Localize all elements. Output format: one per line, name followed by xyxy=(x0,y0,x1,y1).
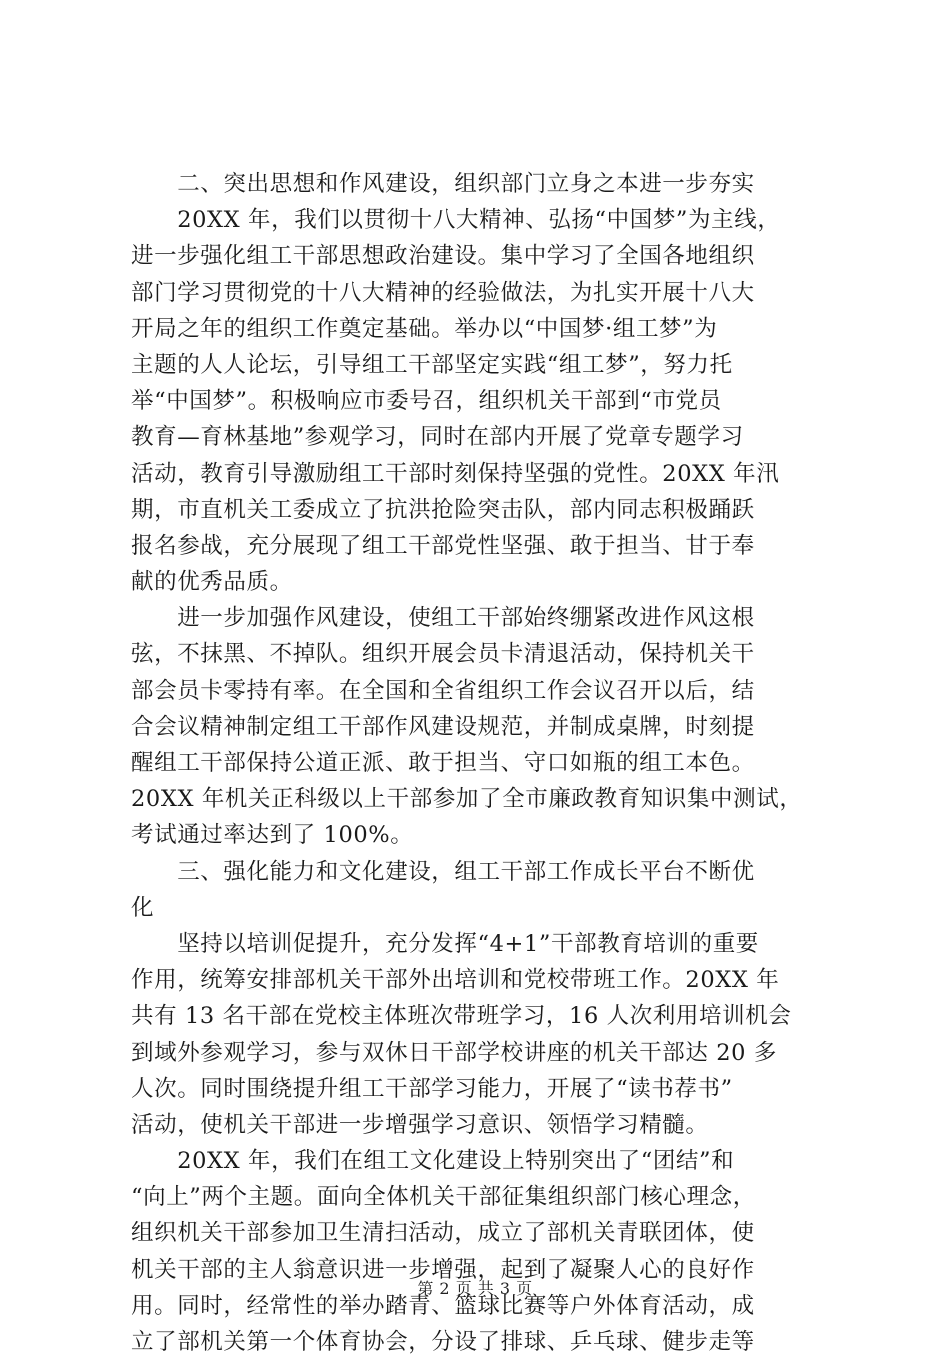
text-line: 共有 13 名干部在党校主体班次带班学习，16 人次利用培训机会 xyxy=(131,1003,792,1030)
text-line: 举“中国梦”。积极响应市委号召，组织机关干部到“市党员 xyxy=(131,388,722,415)
text-line: 化 xyxy=(131,894,155,921)
text-line: 人次。同时围绕提升组工干部学习能力，开展了“读书荐书” xyxy=(131,1075,733,1102)
text-line: 20XX 年，我们在组工文化建设上特别突出了“团结”和 xyxy=(131,1148,735,1175)
text-line: 主题的人人论坛，引导组工干部坚定实践“组工梦”，努力托 xyxy=(131,351,733,378)
text-line: 机关干部的主人翁意识进一步增强，起到了凝聚人心的良好作 xyxy=(131,1256,755,1283)
text-line: 期，市直机关工委成立了抗洪抢险突击队，部内同志积极踊跃 xyxy=(131,496,755,523)
text-line: 献的优秀品质。 xyxy=(131,569,293,596)
text-line: 合会议精神制定组工干部作风建设规范，并制成桌牌，时刻提 xyxy=(131,713,755,740)
text-line: 二、突出思想和作风建设，组织部门立身之本进一步夯实 xyxy=(131,171,755,197)
text-line: 开局之年的组织工作奠定基础。举办以“中国梦·组工梦”为 xyxy=(131,315,718,342)
text-line: 20XX 年机关正科级以上干部参加了全市廉政教育知识集中测试， xyxy=(131,786,803,813)
text-line: 活动，使机关干部进一步增强学习意识、领悟学习精髓。 xyxy=(131,1111,709,1138)
text-line: 部门学习贯彻党的十八大精神的经验做法，为扎实开展十八大 xyxy=(131,279,755,306)
text-line: 立了部机关第一个体育协会，分设了排球、乒乓球、健步走等 xyxy=(131,1329,755,1355)
text-line: 活动，教育引导激励组工干部时刻保持坚强的党性。20XX 年汛 xyxy=(131,460,780,487)
document-body xyxy=(131,166,831,1360)
page-number-label: 第 2 页 共 3 页 xyxy=(417,1279,533,1298)
text-line: 到域外参观学习，参与双休日干部学校讲座的机关干部达 20 多 xyxy=(131,1039,777,1066)
text-line: 用。同时，经常性的举办踏青、篮球比赛等户外体育活动，成 xyxy=(131,1292,755,1319)
text-line: 考试通过率达到了 100%。 xyxy=(131,822,414,849)
text-line: 三、强化能力和文化建设，组工干部工作成长平台不断优 xyxy=(131,858,755,885)
text-line: “向上”两个主题。面向全体机关干部征集组织部门核心理念， xyxy=(131,1184,756,1211)
text-line: 部会员卡零持有率。在全国和全省组织工作会议召开以后，结 xyxy=(131,677,755,704)
text-line: 报名参战，充分展现了组工干部党性坚强、敢于担当、甘于奉 xyxy=(131,532,755,559)
text-line: 醒组工干部保持公道正派、敢于担当、守口如瓶的组工本色。 xyxy=(131,750,755,776)
text-line: 坚持以培训促提升，充分发挥“4+1”干部教育培训的重要 xyxy=(131,930,759,957)
text-line: 组织机关干部参加卫生清扫活动，成立了部机关青联团体，使 xyxy=(131,1220,755,1247)
text-line: 教育—育林基地”参观学习，同时在部内开展了党章专题学习 xyxy=(131,424,744,451)
text-line: 进一步加强作风建设，使组工干部始终绷紧改进作风这根 xyxy=(131,605,755,632)
text-line: 弦，不抹黑、不掉队。组织开展会员卡清退活动，保持机关干 xyxy=(131,641,755,668)
page-footer xyxy=(0,1276,950,1299)
text-line: 作用，统筹安排部机关干部外出培训和党校带班工作。20XX 年 xyxy=(131,967,780,994)
text-line: 20XX 年，我们以贯彻十八大精神、弘扬“中国梦”为主线， xyxy=(131,207,781,234)
text-line: 进一步强化组工干部思想政治建设。集中学习了全国各地组织 xyxy=(131,243,755,270)
